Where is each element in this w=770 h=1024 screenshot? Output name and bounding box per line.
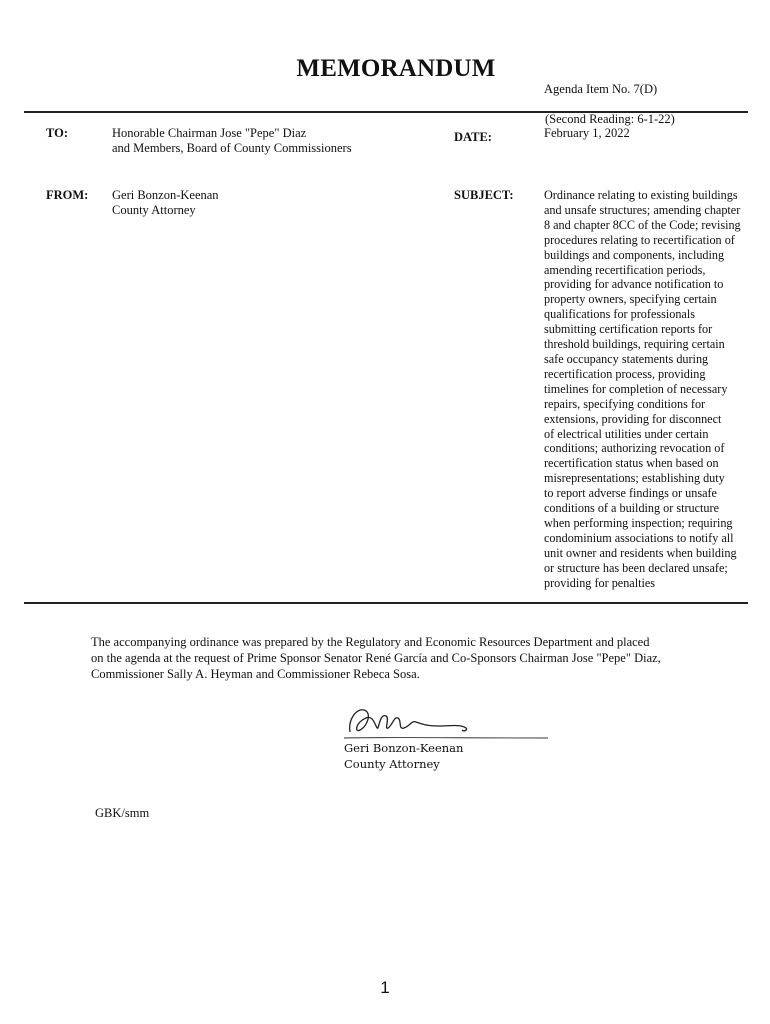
subject-line: or structure has been declared unsafe; [544,560,728,575]
subject-line: when performing inspection; requiring [544,515,733,530]
to-line-2: and Members, Board of County Commissioners [112,140,352,155]
date-value: February 1, 2022 [544,126,630,140]
subject-line: condominium associations to notify all [544,530,734,545]
to-label: TO: [46,126,68,140]
typist-initials: GBK/smm [95,806,150,820]
from-sender [112,188,219,218]
subject-line: timelines for completion of necessary [544,381,728,396]
subject-label: SUBJECT: [454,188,514,202]
subject-text [544,188,750,590]
subject-line: and unsafe structures; amending chapter [544,202,741,217]
subject-line: misrepresentations; establishing duty [544,471,725,486]
page-number: 1 [380,978,390,997]
body-line: The accompanying ordinance was prepared by the Regulatory and Economic Resources Department and placed [91,635,650,649]
subject-line: buildings and components, including [544,247,725,262]
subject-line: safe occupancy statements during [544,351,709,366]
subject-line: procedures relating to recertification of [544,232,735,247]
memo-title: MEMORANDUM [296,55,496,82]
subject-line: amending recertification periods, [544,262,706,277]
subject-line: conditions of a building or structure [544,501,719,516]
signer-name: Geri Bonzon-Keenan [344,741,464,755]
subject-line: Ordinance relating to existing buildings [544,188,738,202]
subject-line: submitting certification reports for [544,322,713,337]
from-line-1: Geri Bonzon-Keenan [112,188,219,202]
to-recipient [112,126,352,156]
subject-line: recertification process, providing [544,366,706,381]
second-reading-note: (Second Reading: 6-1-22) [545,112,675,126]
signature-image [338,700,558,745]
subject-line: property owners, specifying certain [544,292,717,307]
subject-line: providing for penalties [544,575,656,590]
header-bottom-rule [24,602,748,604]
subject-line: recertification status when based on [544,456,719,471]
body-line: on the agenda at the request of Prime Sponsor Senator René García and Co-Sponsors Chairman Jose "Pepe" Diaz, [91,651,661,665]
subject-line: of electrical utilities under certain [544,426,709,441]
subject-line: unit owner and residents when building [544,545,737,560]
subject-line: threshold buildings, requiring certain [544,337,725,352]
subject-line: repairs, specifying conditions for [544,396,706,411]
from-label: FROM: [46,188,89,202]
subject-line: 8 and chapter 8CC of the Code; revising [544,217,741,232]
body-line: Commissioner Sally A. Heyman and Commissioner Rebeca Sosa. [91,667,420,681]
subject-line: conditions; authorizing revocation of [544,441,725,456]
body-paragraph [91,634,691,682]
signature-block [344,741,463,772]
signer-title: County Attorney [344,756,440,771]
subject-line: qualifications for professionals [544,307,695,322]
subject-line: extensions, providing for disconnect [544,411,722,426]
subject-line: to report adverse findings or unsafe [544,486,717,501]
to-line-1: Honorable Chairman Jose "Pepe" Diaz [112,126,307,140]
agenda-item: Agenda Item No. 7(D) [544,82,658,96]
subject-line: providing for advance notification to [544,277,724,292]
from-line-2: County Attorney [112,202,196,217]
date-label: DATE: [454,130,492,144]
